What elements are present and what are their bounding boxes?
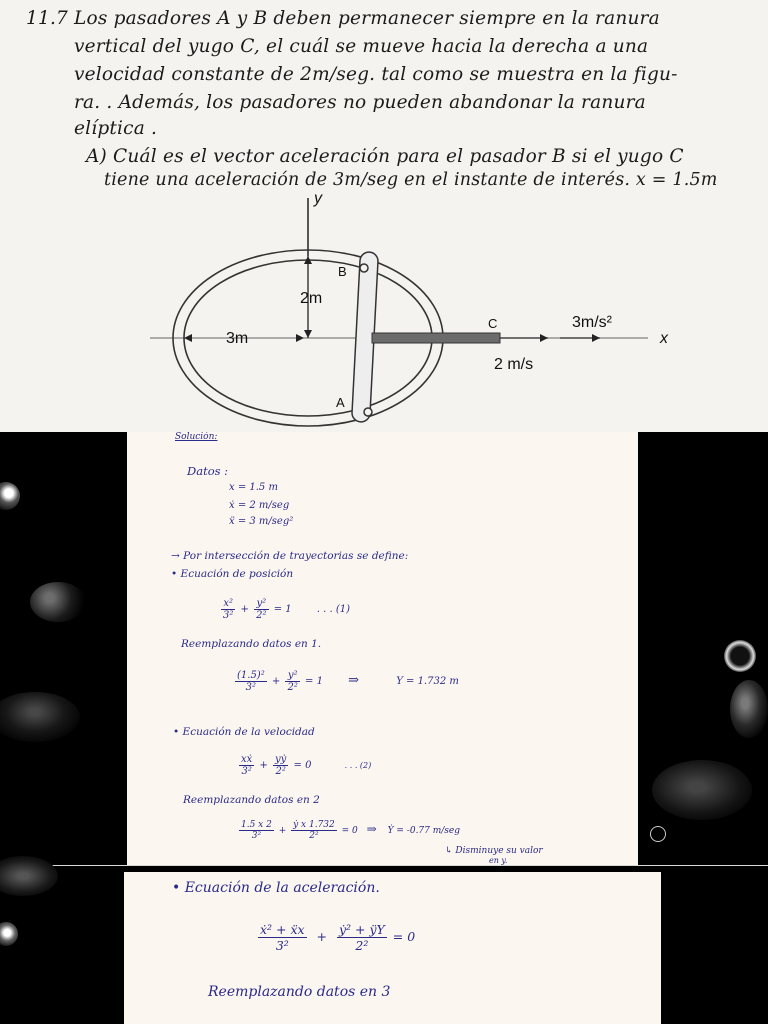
position-equation-title: • Ecuación de posición — [171, 568, 294, 580]
equation-1: $\frac{\text{x²}}{\text{3²}}$ + $\frac{\text{y²}}{\text{2²}}$ = 1 . . . (1) — [223, 598, 351, 621]
eq1-tag: . . . (1) — [316, 604, 351, 615]
eq1b-den1: 3² — [245, 682, 257, 693]
bubble-decoration — [0, 922, 18, 946]
eq1-num1: x² — [221, 598, 235, 610]
solution-header: Solución: — [175, 432, 218, 442]
arrowhead-left — [184, 334, 192, 342]
eq1-den2: 2² — [256, 610, 267, 621]
given-x: x = 1.5 m — [229, 482, 278, 493]
y-result: Y = 1.732 m — [396, 676, 459, 687]
eq2-den2: 2² — [275, 766, 286, 777]
eq1b-den2: 2² — [287, 682, 298, 693]
equation-3: $\frac{\text{ẋ² + ẍx}}{\text{3²}}$ + $\frac{\text{ẏ² + ÿY}}{\text{2²}}$ = 0 — [260, 922, 416, 953]
equation-1-substituted: $\frac{\text{(1.5)²}}{\text{3²}}$ + $\frac{\text{y²}}{\text{2²}}$ = 1 ⇒ Y = 1.732 m — [237, 670, 459, 693]
eq1-den1: 3² — [223, 610, 234, 621]
note-decreases: ↳ Disminuye su valor — [445, 846, 543, 856]
ydot-result: Ẏ = -0.77 m/seg — [387, 826, 461, 836]
label-semi-minor: 2m — [300, 290, 323, 307]
problem-line-4: ra. . Además, los pasadores no pueden abandonar la ranura — [74, 92, 646, 113]
eq1-rhs: = 1 — [273, 604, 292, 615]
label-semi-major: 3m — [226, 330, 249, 347]
bubble-decoration — [0, 692, 80, 742]
eq1b-num2: y² — [285, 670, 299, 682]
given-xdot: ẋ = 2 m/seg — [229, 500, 290, 511]
bubble-decoration — [0, 856, 58, 896]
replace-in-3: Reemplazando datos en 3 — [208, 984, 391, 1000]
velocity-equation-title: • Ecuación de la velocidad — [173, 726, 315, 738]
datos-label: Datos : — [187, 464, 229, 478]
solution-page-2 — [124, 872, 661, 1024]
arrowhead-right — [296, 334, 304, 342]
bubble-decoration — [0, 482, 20, 510]
label-a: A — [336, 395, 345, 410]
problem-line-3: velocidad constante de 2m/seg. tal como se muestra en la figu- — [74, 64, 678, 85]
label-velocity: 2 m/s — [494, 356, 534, 373]
eq2b-den2: 2² — [309, 831, 319, 841]
eq2b-den1: 3² — [251, 831, 262, 841]
eq2-rhs: = 0 — [293, 760, 312, 771]
eq3-num1: ẋ² + ẍx — [260, 922, 305, 937]
eq2b-rhs: = 0 — [341, 826, 358, 836]
solution-page-1 — [127, 432, 638, 866]
pin-a — [364, 408, 372, 416]
given-xddot: ẍ = 3 m/seg² — [229, 516, 294, 527]
ellipse-slot-figure — [0, 190, 768, 432]
eq1-num2: y² — [254, 598, 268, 610]
question-line-1: A) Cuál es el vector aceleración para el pasador B si el yugo C — [86, 146, 684, 167]
eq3-den1: 3² — [275, 938, 289, 953]
problem-line-1: Los pasadores A y B deben permanecer siempre en la ranura — [74, 8, 660, 29]
label-x: x — [660, 330, 668, 347]
equation-2-substituted: $\frac{1.5 x 2}{\text{3²}}$ + $\frac{\text{ẏ x 1.732}}{\text{2²}}$ = 0 ⇒ Ẏ = -0.77 m/seg — [241, 820, 461, 841]
problem-number: 11.7 — [26, 8, 68, 29]
eq2b-num2: ẏ x 1.732 — [293, 820, 335, 830]
bubble-decoration — [730, 680, 768, 738]
replace-in-2: Reemplazando datos en 2 — [183, 794, 320, 806]
eq3-den2: 2² — [355, 938, 369, 953]
note-in-y: en y. — [489, 856, 508, 865]
problem-panel — [0, 0, 768, 432]
eq2-tag: . . . (2) — [344, 761, 372, 770]
label-y: y — [314, 190, 322, 207]
accel-arrowhead — [592, 334, 600, 342]
pin-b — [360, 264, 368, 272]
eq1b-rhs: = 1 — [305, 676, 323, 687]
bubble-decoration — [650, 826, 666, 842]
problem-line-5: elíptica . — [74, 118, 158, 139]
implies-arrow: ⇒ — [348, 673, 360, 688]
arrowhead-down — [304, 330, 312, 338]
implies-arrow-2: ⇒ — [366, 822, 377, 836]
eq3-rhs: = 0 — [392, 929, 416, 944]
bubble-decoration — [724, 640, 756, 672]
eq2-den1: 3² — [241, 766, 252, 777]
label-acceleration: 3m/s² — [572, 314, 612, 331]
eq2b-num1: 1.5 x 2 — [241, 820, 272, 830]
equation-2: $\frac{\text{xẋ}}{\text{3²}}$ + $\frac{\text{yẏ}}{\text{2²}}$ = 0 . . . (2) — [241, 754, 372, 777]
solution-panel-1 — [0, 432, 768, 866]
problem-line-2: vertical del yugo C, el cuál se mueve hacia la derecha a una — [74, 36, 649, 57]
question-line-2: tiene una aceleración de 3m/seg en el instante de interés. x = 1.5m — [104, 170, 718, 190]
acceleration-equation-title: • Ecuación de la aceleración. — [172, 880, 380, 896]
replace-in-1: Reemplazando datos en 1. — [181, 638, 322, 650]
label-b: B — [338, 264, 347, 279]
yoke-arm — [372, 333, 500, 343]
velocity-arrowhead — [540, 334, 548, 342]
eq3-num2: ẏ² + ÿY — [338, 922, 385, 937]
eq1b-num1: (1.5)² — [237, 670, 265, 681]
eq2-num2: yẏ — [275, 754, 287, 765]
bubble-decoration — [652, 760, 752, 820]
bubble-decoration — [30, 582, 86, 622]
label-c: C — [488, 316, 498, 331]
intro-line: → Por intersección de trayectorias se define: — [171, 550, 409, 562]
solution-panel-2 — [0, 866, 768, 1024]
eq2-num1: xẋ — [241, 754, 253, 765]
